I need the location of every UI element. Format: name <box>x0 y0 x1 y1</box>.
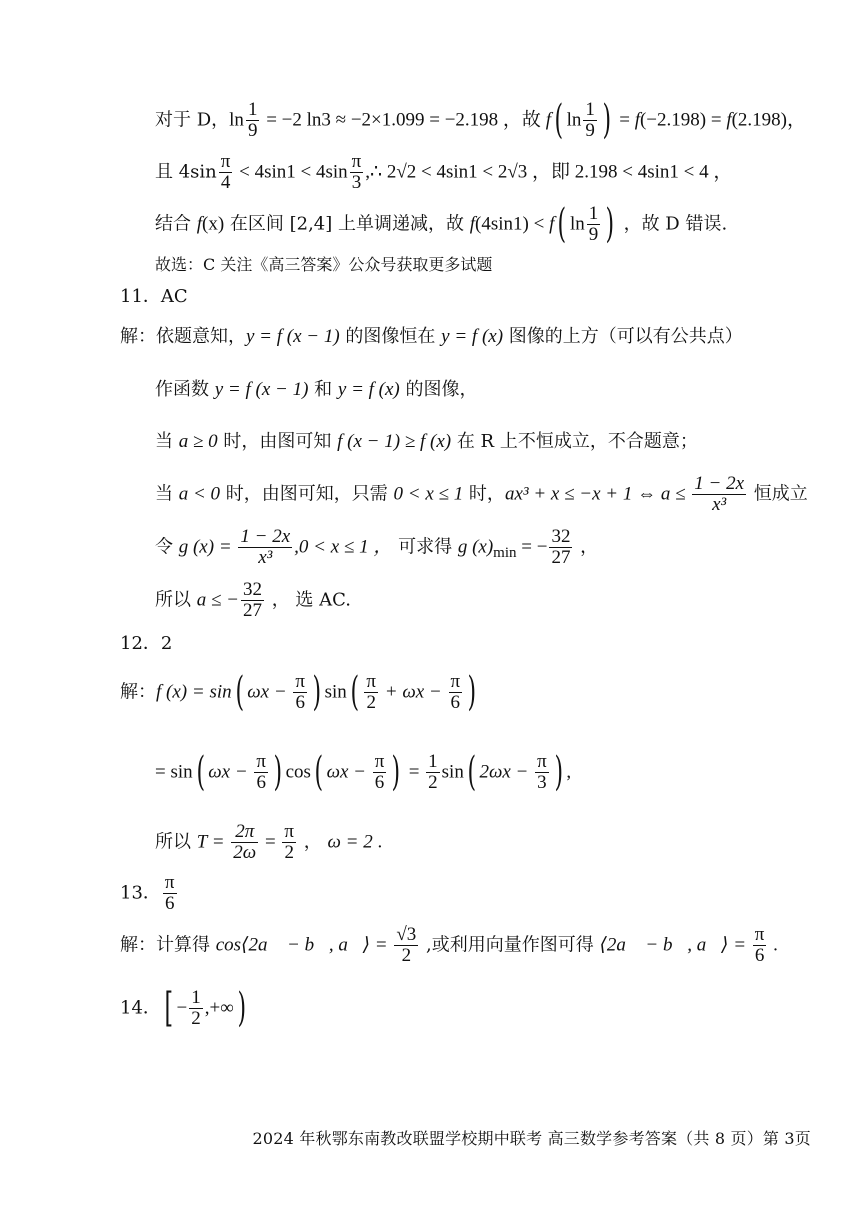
paren-close: ) <box>312 669 322 716</box>
denominator: 6 <box>450 691 461 713</box>
math: g (x) <box>457 536 494 558</box>
numerator: 1 <box>588 203 599 224</box>
paren-open: ( <box>196 749 205 796</box>
fraction <box>163 873 177 914</box>
denominator: 2 <box>284 841 294 863</box>
math: f <box>726 109 732 131</box>
numerator: π <box>754 924 765 945</box>
line-a-neg <box>155 474 808 515</box>
text: 在 R 上不恒成立，不合题意； <box>451 431 698 452</box>
fraction <box>254 752 268 793</box>
math: = <box>260 831 281 853</box>
text: 可求得 <box>392 536 458 558</box>
fraction <box>231 822 258 863</box>
numerator: 32 <box>242 579 262 600</box>
text: 恒成立 <box>748 483 808 505</box>
math: ,∴ 2√2 < 4sin1 < 2√3 ，即 2.198 < 4sin1 < 4 ， <box>365 161 733 183</box>
fraction <box>364 672 378 713</box>
denominator: 6 <box>374 771 385 793</box>
line-a-nonneg <box>155 432 698 451</box>
fraction <box>246 100 260 141</box>
math: ax³ + x ≤ −x + 1 ⇔ a ≤ <box>504 483 691 505</box>
paren-close: ) <box>554 749 563 796</box>
math: g (x) = <box>178 536 237 558</box>
numerator: π <box>284 821 295 842</box>
math: = −2 ln3 ≈ −2×1.099 = −2.198 ，故 <box>261 109 546 131</box>
math: ,+∞ <box>204 997 234 1019</box>
q12-answer <box>120 635 172 653</box>
math: = <box>614 109 635 131</box>
paren-open: ( <box>314 749 324 796</box>
fraction <box>692 474 746 515</box>
math: ⟨2a⃗ − b⃗, a⃗⟩ = <box>599 934 751 956</box>
text: 作函数 <box>155 379 215 400</box>
numerator: 1 <box>247 99 258 120</box>
text: 14． <box>120 997 161 1019</box>
math: f (x) = sin <box>156 681 232 703</box>
line-d-analysis <box>155 97 806 144</box>
paren-close: ) <box>602 97 611 144</box>
math: T = <box>196 831 230 853</box>
math: ,0 < x ≤ 1 ， <box>294 536 393 558</box>
denominator: x³ <box>258 546 273 568</box>
math: (2.198)， <box>731 109 806 131</box>
denominator: 3 <box>351 171 362 193</box>
denominator: 9 <box>585 119 595 141</box>
text: 当 <box>155 483 179 505</box>
math: + ωx − <box>380 681 447 703</box>
paren-open: ( <box>554 97 564 144</box>
math: 2ωx − <box>479 761 534 783</box>
math: y = f (x − 1) <box>246 326 340 347</box>
math: f <box>469 213 476 235</box>
paren-open: ( <box>467 749 476 796</box>
math: f <box>545 109 551 131</box>
fraction <box>293 672 307 713</box>
numerator: π <box>295 671 305 692</box>
numerator: 2π <box>231 822 258 843</box>
line-graph <box>155 380 478 399</box>
math: y = f (x) <box>441 326 504 347</box>
math: ωx − <box>326 761 371 783</box>
math: (x) <box>202 213 225 235</box>
math: a ≥ 0 <box>178 431 218 452</box>
subscript: min <box>493 545 517 562</box>
fraction <box>535 752 549 793</box>
denominator: 6 <box>754 944 765 966</box>
text: ， <box>298 831 328 853</box>
math: cos <box>285 761 311 783</box>
numerator: π <box>164 872 175 893</box>
math: cos⟨2a⃗ − b⃗, a⃗⟩ = <box>215 934 393 956</box>
text: 在区间 [2,4] 上单调递减，故 <box>224 213 470 235</box>
fraction <box>241 580 264 621</box>
math: ω = 2 <box>327 831 373 853</box>
denominator: 9 <box>588 223 599 245</box>
numerator: 1 <box>428 751 438 772</box>
math: f <box>634 109 640 131</box>
paren-open: ( <box>557 201 567 248</box>
line-conclusion <box>155 580 351 621</box>
math: ln <box>569 213 585 235</box>
text: 的图像恒在 <box>339 326 442 347</box>
math: = <box>403 761 425 783</box>
fraction <box>282 822 296 863</box>
denominator: 6 <box>164 892 175 914</box>
math: ωx − <box>247 681 292 703</box>
fraction <box>373 752 387 793</box>
math: f <box>196 213 203 235</box>
text: ，故 D 错误. <box>617 213 728 235</box>
math: (−2.198) = <box>639 109 727 131</box>
line-sin-bounds <box>155 152 732 193</box>
line-choice <box>155 257 492 273</box>
math: , <box>566 761 572 783</box>
line-period <box>155 822 382 863</box>
numerator: 1 <box>585 99 595 120</box>
fraction <box>394 925 418 966</box>
text: 当 <box>155 431 179 452</box>
math: < 4sin1 < 4sin <box>234 161 348 183</box>
paren-close: ) <box>467 669 477 716</box>
fraction <box>549 527 572 568</box>
line-q13-sol <box>120 925 778 966</box>
math: ln <box>229 109 244 131</box>
text: 12．2 <box>120 633 173 654</box>
q13-answer <box>120 873 179 914</box>
numerator: 32 <box>551 526 571 547</box>
q11-answer <box>120 288 188 306</box>
math: sin <box>324 681 347 703</box>
text: 时， <box>463 483 505 505</box>
numerator: π <box>537 751 547 772</box>
line-q12-f <box>120 669 480 716</box>
text: 的图像， <box>399 379 478 400</box>
line-monotonic <box>155 201 728 248</box>
math: a < 0 <box>178 483 221 505</box>
denominator: 3 <box>537 771 547 793</box>
text: 所以 <box>155 831 197 853</box>
math: . <box>372 831 383 853</box>
text: ， <box>574 536 599 558</box>
text: ,或利用向量作图可得 <box>420 934 600 956</box>
numerator: π <box>374 751 385 772</box>
math: ln <box>566 109 582 131</box>
math: a ≤ − <box>196 589 239 611</box>
numerator: π <box>366 671 376 692</box>
paren-close: ) <box>605 201 615 248</box>
bracket-open: [ <box>164 985 174 1032</box>
math: . <box>768 934 778 956</box>
fraction <box>350 152 364 193</box>
text: 和 <box>308 379 338 400</box>
page-footer: 2024 年秋鄂东南教改联盟学校期中联考 高三数学参考答案（共 8 页）第 3页 <box>252 1129 811 1148</box>
fraction <box>583 100 597 141</box>
denominator: 2 <box>401 944 412 966</box>
text: ， 选 AC. <box>265 589 352 611</box>
denominator: 2 <box>366 691 376 713</box>
denominator: 9 <box>247 119 258 141</box>
math: sin <box>441 761 464 783</box>
fraction <box>587 204 601 245</box>
math: ωx − <box>208 761 253 783</box>
text: 故选：C 关注《高三答案》公众号获取更多试题 <box>155 255 493 274</box>
numerator: π <box>256 751 267 772</box>
denominator: 2 <box>428 771 438 793</box>
fraction <box>449 672 463 713</box>
fraction <box>238 527 292 568</box>
text: 对于 D， <box>155 109 230 131</box>
paren-close: ) <box>237 985 246 1032</box>
text: 解：依题意知， <box>120 326 246 347</box>
text: 所以 <box>155 589 197 611</box>
fraction <box>753 925 767 966</box>
paren-close: ) <box>273 749 283 796</box>
text: 时，由图可知 <box>217 431 338 452</box>
math: = − <box>516 536 548 558</box>
text: 且 4sin <box>155 161 217 183</box>
fraction <box>219 152 233 193</box>
numerator: π <box>220 151 231 172</box>
fraction <box>189 988 203 1029</box>
text: 图像的上方（可以有公共点） <box>503 326 743 347</box>
paren-open: ( <box>235 669 244 716</box>
denominator: 6 <box>256 771 266 793</box>
math: − <box>176 997 188 1019</box>
denominator: 27 <box>551 546 571 568</box>
math: y = f (x) <box>337 379 400 400</box>
denominator: x³ <box>712 493 727 515</box>
paren-close: ) <box>391 749 401 796</box>
math: (4sin1) < <box>475 213 550 235</box>
text: 令 <box>155 536 179 558</box>
math: 0 < x ≤ 1 <box>393 483 464 505</box>
text: 11．AC <box>120 286 188 307</box>
numerator: 1 <box>191 987 201 1008</box>
numerator: π <box>450 671 461 692</box>
math: f <box>549 213 555 235</box>
text: 解：计算得 <box>120 934 216 956</box>
text: 13． <box>120 882 161 904</box>
denominator: 2 <box>191 1007 201 1029</box>
paren-open: ( <box>350 669 359 716</box>
numerator: π <box>351 151 362 172</box>
math: = sin <box>155 761 193 783</box>
denominator: 6 <box>295 691 305 713</box>
denominator: 4 <box>220 171 231 193</box>
math: f (x − 1) ≥ f (x) <box>337 431 452 452</box>
line-q11-sol <box>120 327 743 346</box>
line-g-def <box>155 527 598 568</box>
numerator: 1 − 2x <box>240 526 291 547</box>
q14-answer <box>120 985 249 1032</box>
numerator: √3 <box>396 924 417 945</box>
numerator: 1 − 2x <box>694 473 745 494</box>
fraction <box>426 752 440 793</box>
math: y = f (x − 1) <box>214 379 309 400</box>
text: 解： <box>120 681 156 703</box>
line-q12-simplify <box>155 749 572 796</box>
denominator: 27 <box>242 599 262 621</box>
text: 时，由图可知，只需 <box>220 483 394 505</box>
denominator: 2ω <box>233 841 257 863</box>
text: 结合 <box>155 213 197 235</box>
